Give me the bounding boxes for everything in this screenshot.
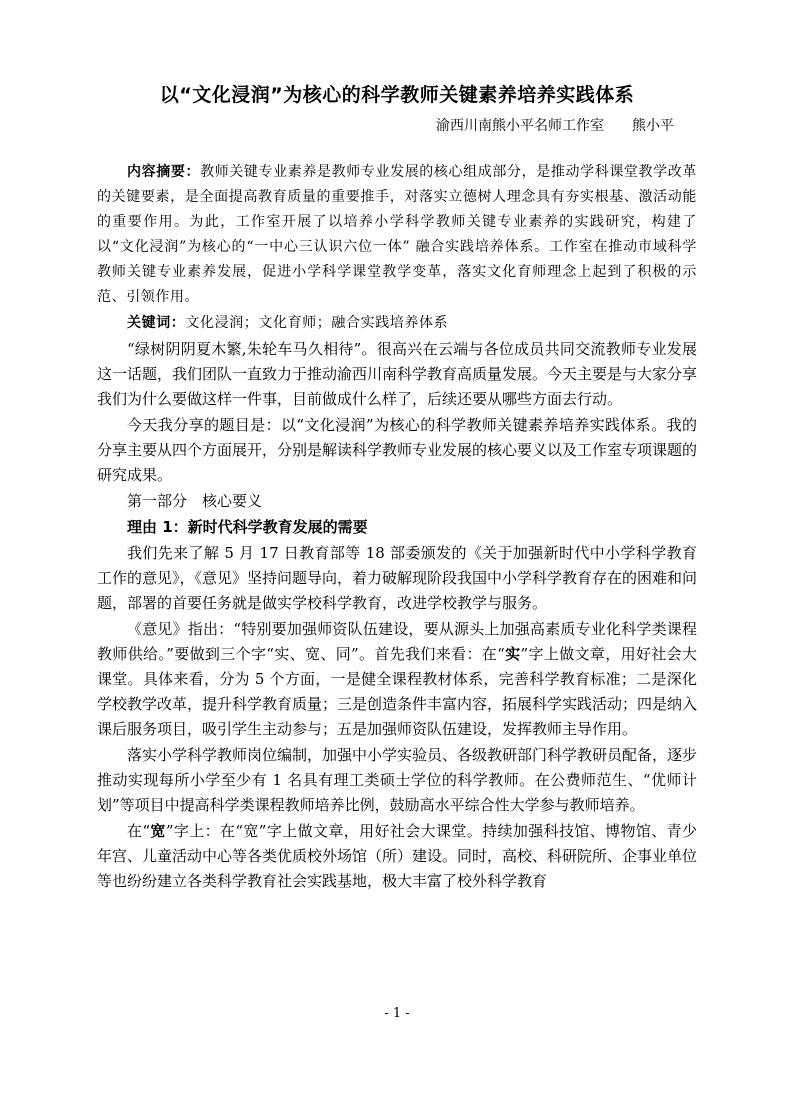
paragraph-4-start: 《意见》指出：“特别要加强师资队伍建设，要从源头上加强高素质专业化科学类课程教师供给。”要做到三个字“实、宽、同”。首先我们来看：在“ bbox=[97, 620, 697, 663]
section-heading-reason1: 理由 1：新时代科学教育发展的需要 bbox=[127, 518, 368, 536]
document-title: 以“文化浸润”为核心的科学教师关键素养培养实践体系 bbox=[159, 84, 635, 106]
emphasis-shi: 实 bbox=[504, 645, 521, 663]
paragraph-3: 我们先来了解 5 月 17 日教育部等 18 部委颁发的《关于加强新时代中小学科学教育工作的意见》，《意见》坚持问题导向，着力破解现阶段我国中小学科学教育存在的困难和问题，部署的首要任务就是做实学校科学教育，改进学校教学与服务。 bbox=[97, 544, 698, 612]
document-body bbox=[97, 160, 697, 895]
keywords-label: 关键词： bbox=[127, 315, 186, 331]
paragraph-4 bbox=[97, 617, 697, 742]
paragraph-2: 今天我分享的题目是：以“文化浸润”为核心的科学教师关键素养培养实践体系。我的分享主要从四个方面展开，分别是解读科学教师专业发展的核心要义以及工作室专项课题的研究成果。 bbox=[97, 416, 698, 484]
emphasis-kuan: 宽 bbox=[150, 822, 166, 840]
paragraph-4-end: ”字上做文章，用好社会大课堂。具体来看，分为 5 个方面，一是健全课程教材体系，完善科学教育标准；二是深化学校教学改革，提升科学教育质量；三是创造条件丰富内容，拓展科学实践活动；四是纳入课后服务项目，吸引学生主动参与；五是加强师资队伍建设，发挥教师主导作用。 bbox=[97, 645, 698, 738]
keywords bbox=[97, 311, 697, 336]
author-name: 熊小平 bbox=[632, 118, 674, 134]
paragraph-5: 落实小学科学教师岗位编制，加强中小学实验员、各级教研部门科学教研员配备，逐步推动实现每所小学至少有 1 名具有理工类硕士学位的科学教师。在公费师范生、“优师计划”等项目中提高科学类课程教师培养比例，鼓励高水平综合性大学参与教师培养。 bbox=[97, 746, 698, 814]
author-line bbox=[436, 115, 674, 135]
keywords-text: 文化浸润；文化育师；融合实践培养体系 bbox=[185, 315, 449, 331]
paragraph-1: “绿树阴阴夏木繁,朱轮车马久相待”。很高兴在云端与各位成员共同交流教师专业发展这一话题，我们团队一直致力于推动渝西川南科学教育高质量发展。今天主要是与大家分享我们为什么要做这样一件事，目前做成什么样了，后续还要从哪些方面去行动。 bbox=[97, 340, 698, 408]
paragraph-6-start: 在“ bbox=[127, 822, 151, 840]
paragraph-6 bbox=[97, 819, 697, 894]
paragraph-6-end: ”字上：在“宽”字上做文章，用好社会大课堂。持续加强科技馆、博物馆、青少年宫、儿童活动中心等各类优质校外场馆（所）建设。同时，高校、科研院所、企事业单位等也纷纷建立各类科学教育社会实践基地，极大丰富了校外科学教育 bbox=[97, 822, 698, 890]
abstract-text: 教师关键专业素养是教师专业发展的核心组成部分，是推动学科课堂教学改革的关键要素，是全面提高教育质量的重要推手，对落实立德树人理念具有夯实根基、激活动能的重要作用。为此，工作室开展了以培养小学科学教师关键专业素养的实践研究，构建了以“文化浸润”为核心的“一中心三认识六位一体” 融合实践培养体系。工作室在推动市域科学教师关键专业素养发展，促进小学科学课堂教学变革，落实文化育师理念上起到了积极的示范、引领作用。 bbox=[97, 164, 697, 305]
author-org: 渝西川南熊小平名师工作室 bbox=[436, 118, 604, 134]
abstract bbox=[97, 160, 697, 310]
section-heading-part1: 第一部分 核心要义 bbox=[127, 492, 263, 510]
page-number: - 1 - bbox=[384, 1006, 410, 1021]
abstract-label: 内容摘要： bbox=[127, 164, 201, 180]
